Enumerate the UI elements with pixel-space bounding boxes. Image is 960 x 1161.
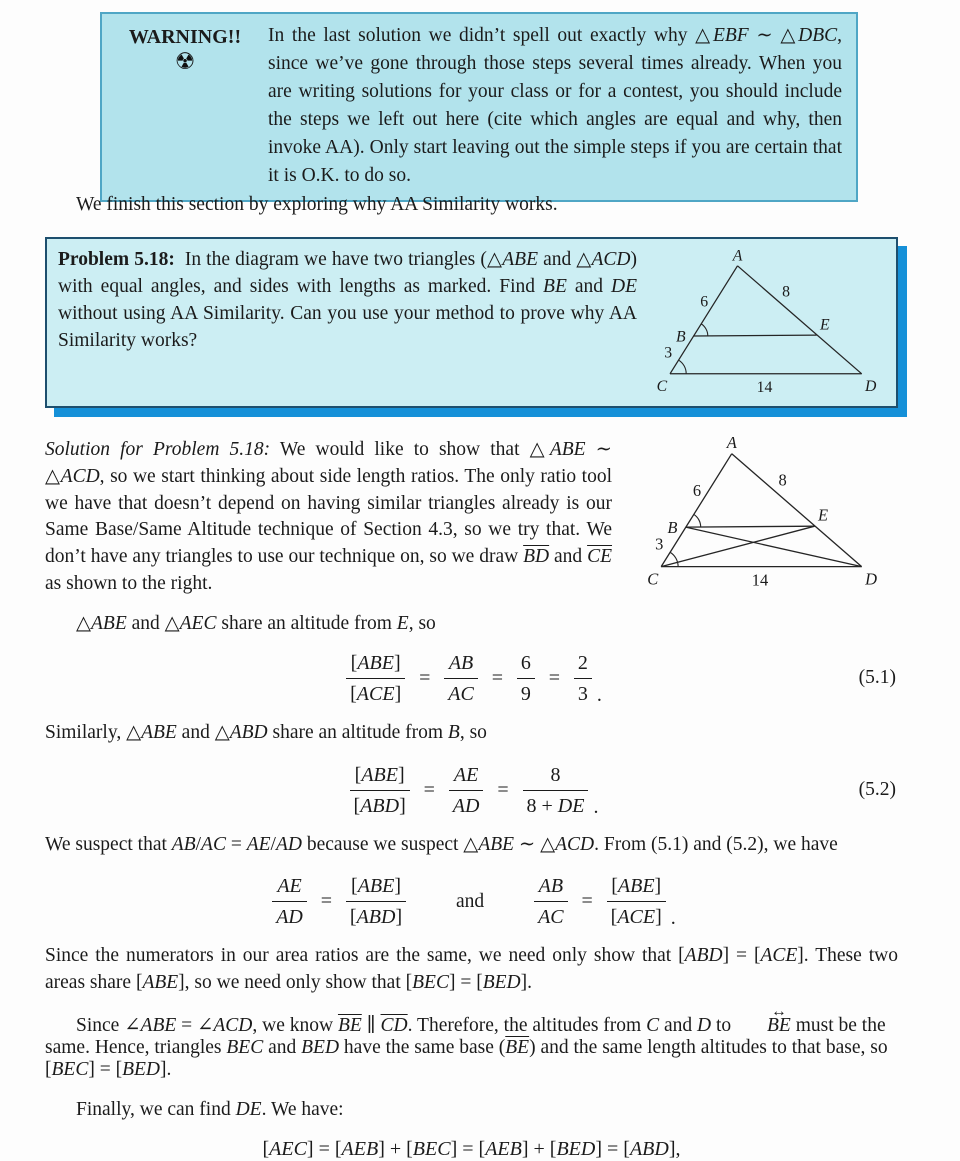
denominator: 8 + DE bbox=[526, 794, 585, 817]
equals-sign: = bbox=[423, 778, 435, 801]
angle-arc-c bbox=[679, 360, 687, 374]
equals-sign: = bbox=[320, 890, 333, 913]
radiation-icon: ☢ bbox=[174, 49, 196, 74]
vertex-label-d: D bbox=[865, 377, 877, 395]
vertex-label-e: E bbox=[818, 505, 829, 525]
problem-title: Problem 5.18: bbox=[58, 249, 175, 270]
equation-tag-5-1: (5.1) bbox=[858, 667, 896, 689]
numerators-paragraph: Since the numerators in our area ratios are the same, we need only show that [ABD] = [ACE]. These two areas share [ABE], so we need only show that [BEC] = [BED]. bbox=[45, 945, 898, 994]
equation-period: . bbox=[670, 907, 676, 930]
triangle-side-ac bbox=[661, 454, 732, 567]
fraction-abe-ace bbox=[346, 650, 405, 707]
numerator: [ABE] bbox=[607, 873, 666, 902]
segment-be bbox=[686, 526, 815, 527]
angle-arc-b bbox=[694, 514, 701, 527]
denominator: 9 bbox=[520, 682, 531, 705]
denominator: [ACE] bbox=[610, 906, 662, 929]
solution-diagram bbox=[622, 433, 898, 593]
numerator: AE bbox=[272, 873, 307, 902]
vertex-label-a: A bbox=[726, 433, 737, 453]
vertex-label-b: B bbox=[675, 328, 686, 346]
triangle-diagram-solution bbox=[622, 433, 898, 593]
denominator: [ACE] bbox=[350, 682, 402, 705]
triangle-diagram-problem bbox=[643, 246, 886, 399]
side-label-bc: 3 bbox=[655, 534, 664, 554]
numerator: 8 bbox=[523, 762, 589, 791]
and-connector: and bbox=[456, 890, 485, 912]
vertex-label-a: A bbox=[732, 247, 743, 265]
solution-lead: Solution for Problem 5.18: bbox=[45, 439, 271, 460]
numerator: 2 bbox=[574, 650, 592, 679]
side-label-cd: 14 bbox=[751, 570, 769, 590]
side-label-bc: 3 bbox=[664, 344, 673, 362]
equation-5-1 bbox=[45, 650, 898, 707]
warning-title: WARNING!! bbox=[128, 26, 242, 48]
numerator: [ABE] bbox=[350, 762, 410, 791]
ratio-equation-pair bbox=[45, 873, 898, 930]
vertex-label-d: D bbox=[865, 569, 878, 589]
altitude-from-b-line: Similarly, △ABE and △ABD share an altitude from B, so bbox=[45, 721, 487, 743]
denominator: [ABD] bbox=[349, 906, 403, 929]
denominator: AD bbox=[276, 906, 303, 929]
fraction-2-3 bbox=[574, 650, 592, 707]
finally-paragraph: Finally, we can find DE. We have: bbox=[76, 1098, 344, 1120]
altitude-from-e-line: △ABE and △AEC share an altitude from E, so bbox=[76, 612, 436, 634]
denominator: [ABD] bbox=[353, 794, 406, 817]
parallel-paragraph: Since ∠ABE = ∠ACD, we know $\overline{BE}$ ∥ $\overline{CD}$. Therefore, the altitudes from C and D to BE ↔ must be the same. Hence, triangles BEC and BED have the same base $(\overline{BE})$ and the same length altitudes to that base, so [BEC] = [BED]. bbox=[45, 1013, 898, 1081]
numerator: [ABE] bbox=[346, 650, 405, 679]
fraction-abe-abd bbox=[346, 873, 406, 930]
denominator: AD bbox=[452, 794, 480, 817]
problem-statement: In the diagram we have two triangles (△ABE and △ACD) with equal angles, and sides with lengths as marked. Find BE and DE without using AA Similarity. Can you use your method to prove why AA Similarity works? bbox=[58, 249, 638, 351]
problem-box bbox=[45, 237, 898, 408]
side-label-ae: 8 bbox=[778, 470, 787, 490]
fraction-ab-ac bbox=[444, 650, 478, 707]
vertex-label-c: C bbox=[647, 569, 659, 589]
segment-bd bbox=[686, 527, 862, 567]
angle-arc-b bbox=[701, 324, 708, 336]
warning-label-column bbox=[114, 22, 256, 190]
equation-5-2 bbox=[45, 762, 898, 819]
fraction-abe-ace bbox=[607, 873, 666, 930]
numerator: AB bbox=[534, 873, 568, 902]
side-label-ab: 6 bbox=[700, 293, 709, 311]
side-label-ae: 8 bbox=[782, 283, 791, 301]
suspect-paragraph: We suspect that AB/AC = AE/AD because we suspect △ABE ∼ △ACD. From (5.1) and (5.2), we have bbox=[45, 833, 838, 855]
side-label-cd: 14 bbox=[756, 378, 773, 396]
triangle-side-ac bbox=[670, 266, 738, 374]
numerator: AE bbox=[449, 762, 484, 791]
solution-section bbox=[45, 433, 898, 1161]
triangle-side-ad bbox=[738, 266, 862, 374]
equals-sign: = bbox=[491, 666, 503, 689]
fraction-8-8plusde bbox=[523, 762, 589, 819]
numerator: AB bbox=[444, 650, 478, 679]
final-equation: [AEC] = [AEB] + [BEC] = [AEB] + [BED] = [ABD], bbox=[262, 1137, 681, 1160]
intro-paragraph: We finish this section by exploring why AA Similarity works. bbox=[76, 194, 558, 215]
denominator: AC bbox=[538, 906, 564, 929]
vertex-label-b: B bbox=[667, 517, 678, 537]
equation-tag-5-2: (5.2) bbox=[858, 779, 896, 801]
side-label-ab: 6 bbox=[692, 481, 702, 501]
warning-text: In the last solution we didn’t spell out exactly why △EBF ∼ △DBC, since we’ve gone through those steps several times already. When you are writing solutions for your class or for a contest, you should include the steps we left out here (cite which angles are equal and why, then invoke AA). Only start leaving out the simple steps if you are certain that it is O.K. to do so. bbox=[268, 25, 842, 186]
segment-be bbox=[693, 335, 816, 336]
warning-box bbox=[100, 12, 858, 202]
solution-paragraph-1-text: We would like to show that △ABE ∼ △ACD, so we start thinking about side length ratios. The only ratio tool we have that doesn’t depend on having similar triangles already is our Same Base/Same Altitude technique of Section 4.3, so we try that. We don’t have any triangles to use our technique on, so we draw $\overline{BD}$ and $\overline{CE}$ as shown to the right. bbox=[45, 439, 613, 594]
equals-sign: = bbox=[497, 778, 509, 801]
numerator: 6 bbox=[517, 650, 535, 679]
equals-sign: = bbox=[419, 666, 431, 689]
fraction-abe-abd bbox=[350, 762, 410, 819]
triangle-side-ad bbox=[732, 454, 862, 567]
equation-period: . bbox=[593, 795, 599, 818]
denominator: AC bbox=[448, 682, 474, 705]
segment-ce bbox=[661, 526, 814, 566]
numerator: [ABE] bbox=[346, 873, 406, 902]
vertex-label-c: C bbox=[656, 377, 668, 395]
equals-sign: = bbox=[581, 890, 593, 913]
equation-period: . bbox=[596, 683, 602, 706]
fraction-ae-ad bbox=[272, 873, 307, 930]
problem-diagram bbox=[643, 246, 886, 399]
fraction-ae-ad bbox=[449, 762, 484, 819]
fraction-6-9 bbox=[517, 650, 535, 707]
equals-sign: = bbox=[548, 666, 561, 689]
vertex-label-e: E bbox=[819, 316, 830, 334]
fraction-ab-ac bbox=[534, 873, 568, 930]
denominator: 3 bbox=[577, 682, 588, 705]
